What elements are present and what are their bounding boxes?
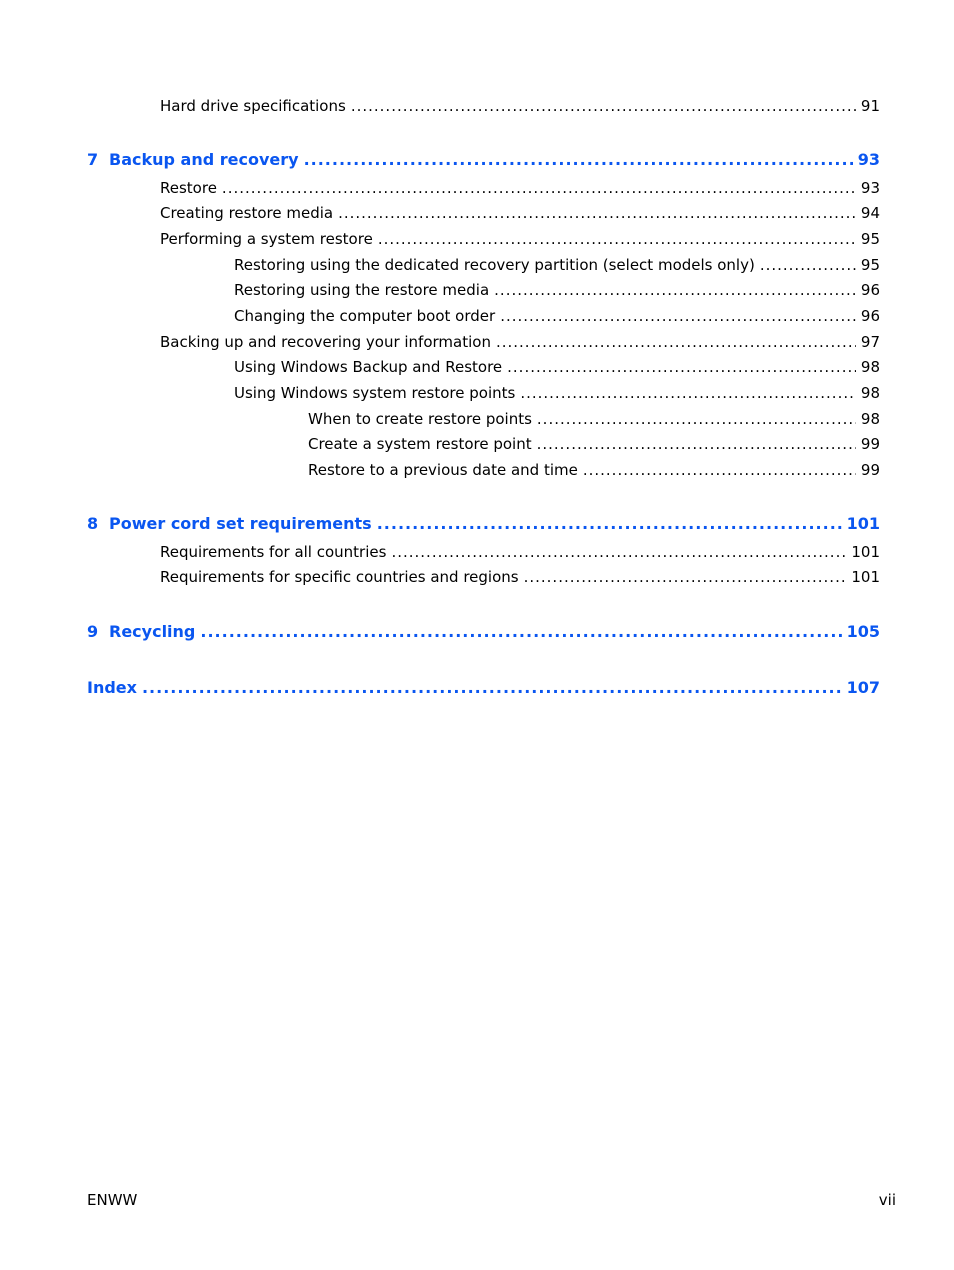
footer-left: ENWW [87,1191,138,1209]
toc-entry-title: When to create restore points [308,410,532,428]
toc-entry-page: 98 [860,384,880,402]
toc-entry-page: 99 [860,435,880,453]
toc-leader-dots [500,306,856,326]
toc-leader-dots [377,514,842,534]
toc-entry[interactable] [234,306,880,326]
toc-entry-title: Changing the computer boot order [234,307,496,325]
chapter-page: 105 [846,622,880,641]
toc-index[interactable] [87,678,880,698]
toc-leader-dots [304,150,853,170]
toc-entry-page: 91 [860,97,880,115]
toc-entry[interactable] [160,203,880,223]
toc-leader-dots [200,622,841,642]
chapter-number: 8 [87,514,99,533]
toc-entry-title: Requirements for all countries [160,543,387,561]
toc-entry[interactable] [160,542,880,562]
toc-entry-page: 93 [860,179,880,197]
toc-entry-title: Hard drive specifications [160,97,346,115]
toc-chapter-8[interactable] [87,514,880,534]
toc-leader-dots [338,203,856,223]
footer-page-number: vii [878,1191,896,1209]
toc-entry-page: 98 [860,410,880,428]
toc-entry[interactable] [234,280,880,300]
toc-entry-page: 96 [860,307,880,325]
toc-entry[interactable] [234,357,880,377]
toc-leader-dots [507,357,856,377]
toc-entry-title: Restore [160,179,217,197]
toc-entry-title: Creating restore media [160,204,334,222]
chapter-number: 9 [87,622,99,641]
chapter-title: Power cord set requirements [109,514,372,533]
toc-leader-dots [351,96,856,116]
toc-entry-title: Backing up and recovering your information [160,333,491,351]
toc-entry-title: Using Windows system restore points [234,384,516,402]
toc-entry[interactable] [308,409,880,429]
toc-entry-title: Requirements for specific countries and regions [160,568,519,586]
toc-leader-dots [520,383,856,403]
toc-entry-page: 95 [860,230,880,248]
toc-entry-page: 99 [860,461,880,479]
toc-leader-dots [222,178,856,198]
index-page: 107 [846,678,880,697]
chapter-title: Backup and recovery [109,150,299,169]
toc-entry[interactable] [234,383,880,403]
toc-leader-dots [524,567,847,587]
toc-entry[interactable] [308,460,880,480]
toc-entry[interactable] [308,434,880,454]
toc-chapter-7[interactable] [87,150,880,170]
toc-entry-page: 96 [860,281,880,299]
chapter-page: 101 [846,514,880,533]
toc-chapter-9[interactable] [87,622,880,642]
toc-entry-page: 101 [851,568,880,586]
toc-leader-dots [494,280,856,300]
toc-entry-title: Restoring using the dedicated recovery partition (select models only) [234,256,755,274]
toc-entry-title: Restoring using the restore media [234,281,490,299]
toc-entry-page: 101 [851,543,880,561]
chapter-number: 7 [87,150,99,169]
index-title: Index [87,678,137,697]
chapter-title: Recycling [109,622,196,641]
toc-entry[interactable] [160,332,880,352]
toc-leader-dots [537,409,856,429]
toc-entry-page: 94 [860,204,880,222]
toc-entry[interactable] [160,567,880,587]
toc-leader-dots [760,255,856,275]
toc-entry-page: 95 [860,256,880,274]
toc-entry-page: 97 [860,333,880,351]
toc-entry-page: 98 [860,358,880,376]
toc-leader-dots [496,332,856,352]
toc-entry[interactable] [160,96,880,116]
toc-entry[interactable] [234,255,880,275]
toc-entry-title: Create a system restore point [308,435,532,453]
toc-leader-dots [391,542,846,562]
toc-leader-dots [537,434,856,454]
chapter-page: 93 [857,150,880,169]
toc-entry[interactable] [160,178,880,198]
toc-leader-dots [583,460,856,480]
toc-entry-title: Using Windows Backup and Restore [234,358,503,376]
toc-entry-title: Performing a system restore [160,230,373,248]
toc-entry-title: Restore to a previous date and time [308,461,578,479]
toc-leader-dots [378,229,856,249]
toc-entry[interactable] [160,229,880,249]
toc-leader-dots [142,678,842,698]
